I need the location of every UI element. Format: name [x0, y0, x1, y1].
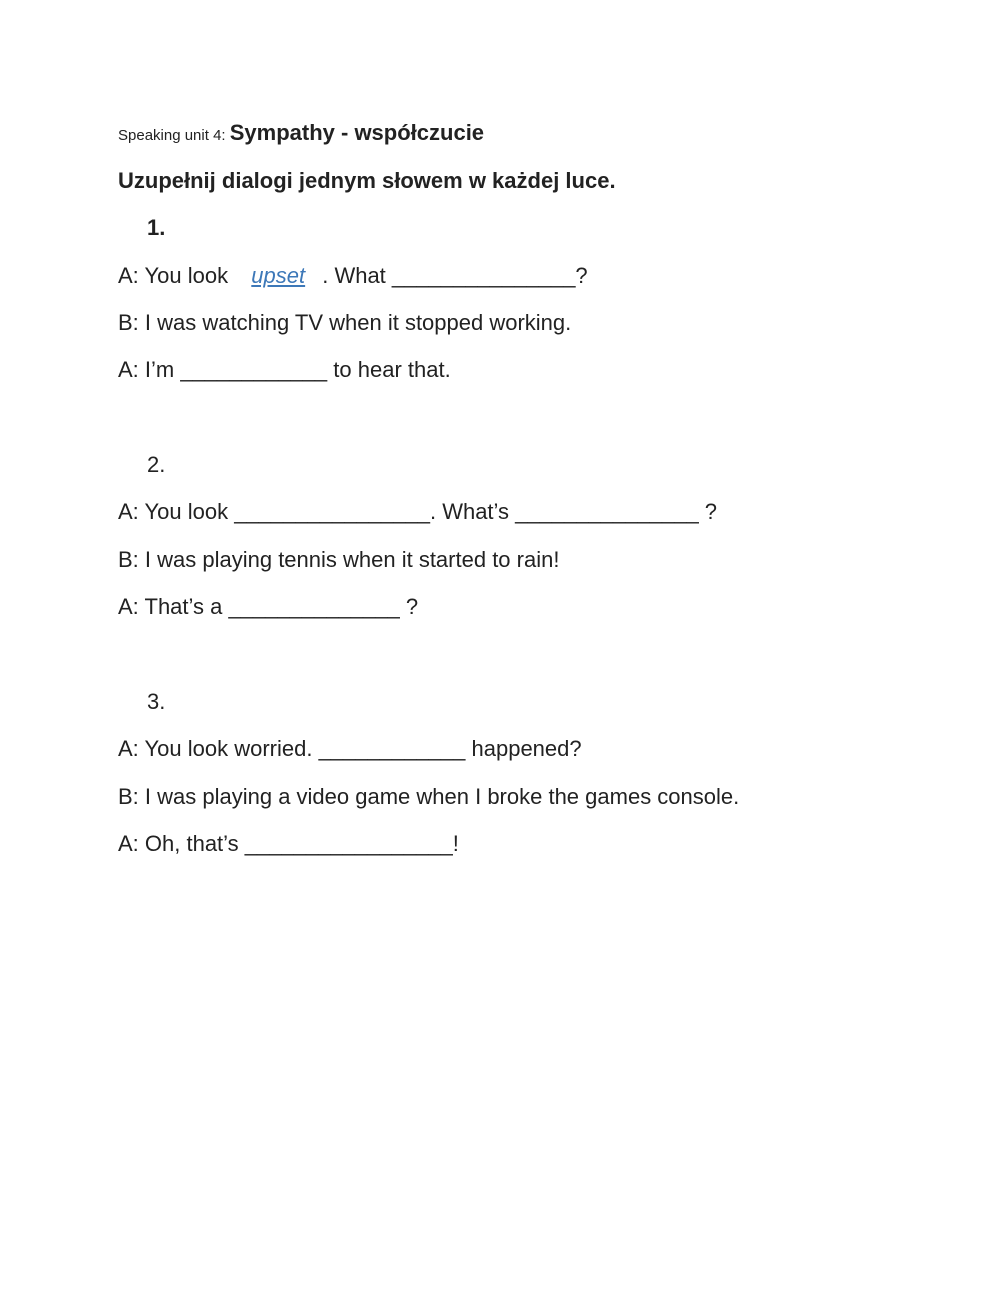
dialogue-3-line-3: A: Oh, that’s _________________! — [118, 831, 459, 856]
instruction: Uzupełnij dialogi jednym słowem w każdej luce. — [118, 168, 616, 193]
header-prefix: Speaking unit 4: — [118, 127, 230, 144]
dialogue-2-line-1: A: You look ________________. What’s _______________ ? — [118, 499, 718, 524]
dialogue-number-2: 2. — [147, 452, 166, 477]
dialogue-1-line-1-before: A: You look — [118, 263, 235, 288]
dialogue-1-line-2: B: I was watching TV when it stopped working. — [118, 310, 572, 335]
dialogue-number-3: 3. — [147, 689, 166, 714]
answer-gap[interactable] — [234, 262, 322, 290]
dialogue-number-1: 1. — [147, 215, 166, 240]
dialogue-3-line-2: B: I was playing a video game when I broke the games console. — [118, 784, 740, 809]
header-title: Sympathy - współczucie — [229, 120, 485, 145]
dialogue-1-line-1-after: . What _______________? — [322, 263, 588, 288]
dialogue-1-line-1 — [118, 262, 588, 290]
dialogue-1-line-3: A: I’m ____________ to hear that. — [118, 357, 451, 382]
dialogue-2-line-3: A: That’s a ______________ ? — [118, 594, 419, 619]
answer-link[interactable]: upset — [251, 263, 306, 288]
dialogue-3-line-1: A: You look worried. ____________ happened? — [118, 736, 582, 761]
worksheet-header — [118, 119, 484, 150]
dialogue-2-line-2: B: I was playing tennis when it started to rain! — [118, 547, 560, 572]
